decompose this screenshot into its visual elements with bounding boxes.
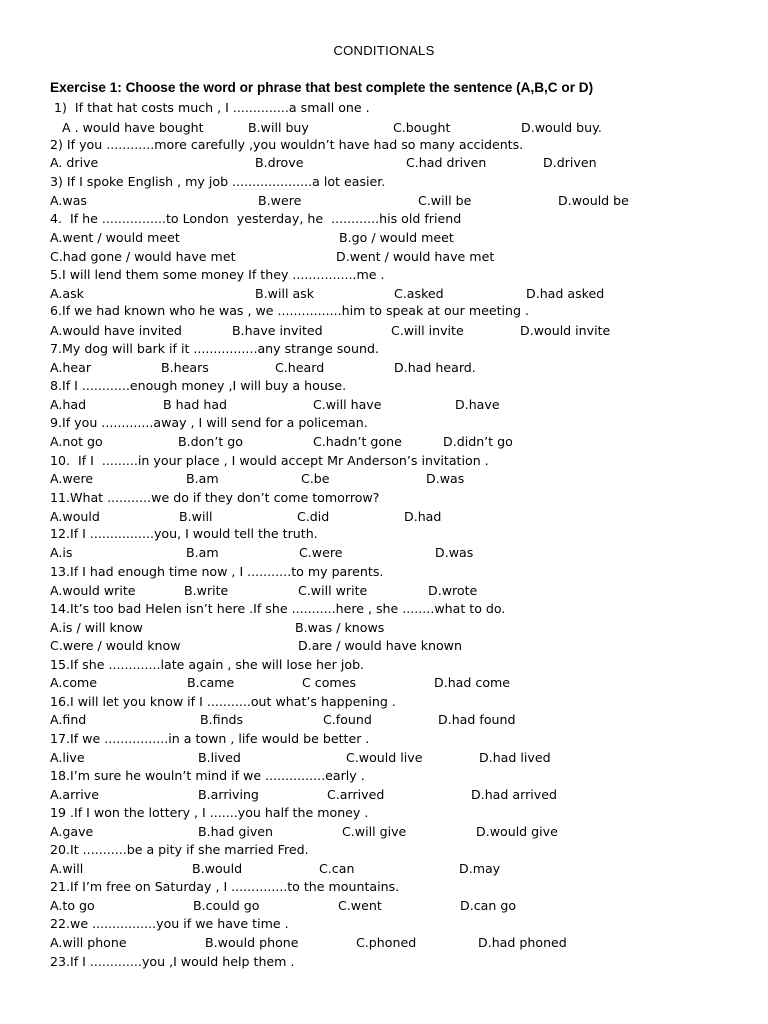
answer-option-d: D.didn’t go	[443, 434, 513, 449]
question-text: 20.It ...........be a pity if she married Fred.	[50, 842, 309, 857]
answer-option-d: D.was	[426, 471, 465, 486]
answer-option-c: C.had driven	[406, 155, 487, 170]
question-text: 19 .If I won the lottery , I .......you half the money .	[50, 805, 369, 820]
exercise-heading: Exercise 1: Choose the word or phrase that best complete the sentence (A,B,C or D)	[50, 80, 594, 95]
answer-option-d: D.had come	[434, 675, 511, 690]
answer-option-b: B.write	[184, 583, 229, 598]
answer-option-d: D.would invite	[520, 323, 611, 338]
answer-option-c: C.be	[301, 471, 330, 486]
question-text: 6.If we had known who he was , we ................him to speak at our meeting .	[50, 303, 530, 318]
answer-option-c: C.arrived	[327, 787, 385, 802]
answer-option-c: C.will give	[342, 824, 407, 839]
answer-option-b: B.will ask	[255, 286, 315, 301]
answer-option-b: B.have invited	[232, 323, 323, 338]
answer-option-a: A.would have invited	[50, 323, 182, 338]
answer-option-c: C.went	[338, 898, 382, 913]
answer-option-c: C.can	[319, 861, 355, 876]
answer-option-d: D.have	[455, 397, 500, 412]
answer-option-d: D.had found	[438, 712, 516, 727]
answer-option-d: D.had heard.	[394, 360, 476, 375]
question-text: 22.we ................you if we have time .	[50, 916, 289, 931]
answer-option-c: C.will write	[298, 583, 368, 598]
answer-option-a: A.will	[50, 861, 84, 876]
answer-option-a: A.arrive	[50, 787, 99, 802]
answer-option-c: C.will have	[313, 397, 382, 412]
answer-option-d: D.wrote	[428, 583, 478, 598]
answer-option-b: B.would	[192, 861, 243, 876]
question-text: 2) If you ............more carefully ,you wouldn’t have had so many accidents.	[50, 137, 524, 152]
question-text: 8.If I ............enough money ,I will buy a house.	[50, 378, 347, 393]
answer-option-d: D.would give	[476, 824, 558, 839]
question-text: 21.If I’m free on Saturday , I ..............to the mountains.	[50, 879, 400, 894]
answer-option-c: C.found	[323, 712, 372, 727]
question-text: 15.If she .............late again , she will lose her job.	[50, 657, 365, 672]
question-text: 17.If we ................in a town , life would be better .	[50, 731, 370, 746]
answer-option-b: B.lived	[198, 750, 241, 765]
answer-option-a: A.ask	[50, 286, 84, 301]
answer-option-b: B.arriving	[198, 787, 259, 802]
question-text: 14.It’s too bad Helen isn’t here .If she ...........here , she ........what to do.	[50, 601, 506, 616]
question-text: 23.If I .............you ,I would help them .	[50, 954, 295, 969]
answer-option-a: A.hear	[50, 360, 92, 375]
answer-option-c: C.phoned	[356, 935, 417, 950]
question-text: 4. If he ................to London yesterday, he ............his old friend	[50, 211, 462, 226]
page-title: CONDITIONALS	[333, 43, 435, 58]
answer-option-d: D.had arrived	[471, 787, 557, 802]
answer-option-c: C.heard	[275, 360, 325, 375]
answer-option-a: A.live	[50, 750, 85, 765]
question-text: 1) If that hat costs much , I ..............a small one .	[50, 100, 370, 115]
answer-option-c: C.were	[299, 545, 343, 560]
answer-option-d: D.are / would have known	[298, 638, 462, 653]
answer-option-b: B.were	[258, 193, 302, 208]
answer-option-b: B.am	[186, 471, 219, 486]
answer-option-b: B.will buy	[248, 120, 309, 135]
answer-option-c: C.did	[297, 509, 330, 524]
answer-option-a: A.is / will know	[50, 620, 143, 635]
answer-option-c: C.asked	[394, 286, 444, 301]
answer-option-b: B.would phone	[205, 935, 299, 950]
answer-option-c: C.were / would know	[50, 638, 181, 653]
question-text: 12.If I ................you, I would tell the truth.	[50, 526, 318, 541]
question-text: 10. If I .........in your place , I would accept Mr Anderson’s invitation .	[50, 453, 489, 468]
answer-option-d: D.may	[459, 861, 501, 876]
answer-option-a: A.to go	[50, 898, 95, 913]
answer-option-b: B.was / knows	[295, 620, 385, 635]
answer-option-c: C.had gone / would have met	[50, 249, 236, 264]
answer-option-a: A . would have bought	[62, 120, 204, 135]
answer-option-a: A. drive	[50, 155, 99, 170]
answer-option-a: A.were	[50, 471, 94, 486]
answer-option-d: D.can go	[460, 898, 517, 913]
answer-option-a: A.gave	[50, 824, 94, 839]
question-text: 7.My dog will bark if it ................any strange sound.	[50, 341, 379, 356]
answer-option-a: A.is	[50, 545, 73, 560]
answer-option-b: B.came	[187, 675, 235, 690]
answer-option-b: B.drove	[255, 155, 304, 170]
answer-option-a: A.would	[50, 509, 100, 524]
answer-option-b: B.had given	[198, 824, 274, 839]
question-text: 11.What ...........we do if they don’t come tomorrow?	[50, 490, 380, 505]
answer-option-a: A.find	[50, 712, 87, 727]
answer-option-b: B had had	[163, 397, 228, 412]
answer-option-a: A.went / would meet	[50, 230, 180, 245]
answer-option-d: D.had phoned	[478, 935, 567, 950]
answer-option-d: D.had	[404, 509, 442, 524]
question-text: 16.I will let you know if I ...........out what’s happening .	[50, 694, 396, 709]
answer-option-c: C.bought	[393, 120, 451, 135]
answer-option-d: D.driven	[543, 155, 597, 170]
question-text: 13.If I had enough time now , I ...........to my parents.	[50, 564, 384, 579]
answer-option-c: C.would live	[346, 750, 423, 765]
answer-option-d: D.would buy.	[521, 120, 602, 135]
answer-option-b: B.don’t go	[178, 434, 243, 449]
answer-option-b: B.am	[186, 545, 219, 560]
answer-option-b: B.could go	[193, 898, 260, 913]
question-text: 18.I’m sure he wouln’t mind if we ...............early .	[50, 768, 365, 783]
answer-option-c: C comes	[302, 675, 357, 690]
question-text: 5.I will lend them some money If they ................me .	[50, 267, 385, 282]
answer-option-a: A.had	[50, 397, 87, 412]
answer-option-d: D.was	[435, 545, 474, 560]
answer-option-b: B.will	[179, 509, 213, 524]
answer-option-b: B.finds	[200, 712, 244, 727]
answer-option-a: A.come	[50, 675, 98, 690]
answer-option-d: D.would be	[558, 193, 629, 208]
answer-option-c: C.will invite	[391, 323, 464, 338]
answer-option-d: D.had lived	[479, 750, 551, 765]
answer-option-a: A.was	[50, 193, 87, 208]
answer-option-c: C.hadn’t gone	[313, 434, 402, 449]
answer-option-a: A.will phone	[50, 935, 127, 950]
answer-option-a: A.not go	[50, 434, 103, 449]
answer-option-d: D.went / would have met	[336, 249, 495, 264]
question-text: 9.If you .............away , I will send for a policeman.	[50, 415, 368, 430]
question-text: 3) If I spoke English , my job ....................a lot easier.	[50, 174, 386, 189]
answer-option-c: C.will be	[418, 193, 472, 208]
answer-option-b: B.go / would meet	[339, 230, 454, 245]
answer-option-a: A.would write	[50, 583, 136, 598]
answer-option-b: B.hears	[161, 360, 209, 375]
answer-option-d: D.had asked	[526, 286, 605, 301]
